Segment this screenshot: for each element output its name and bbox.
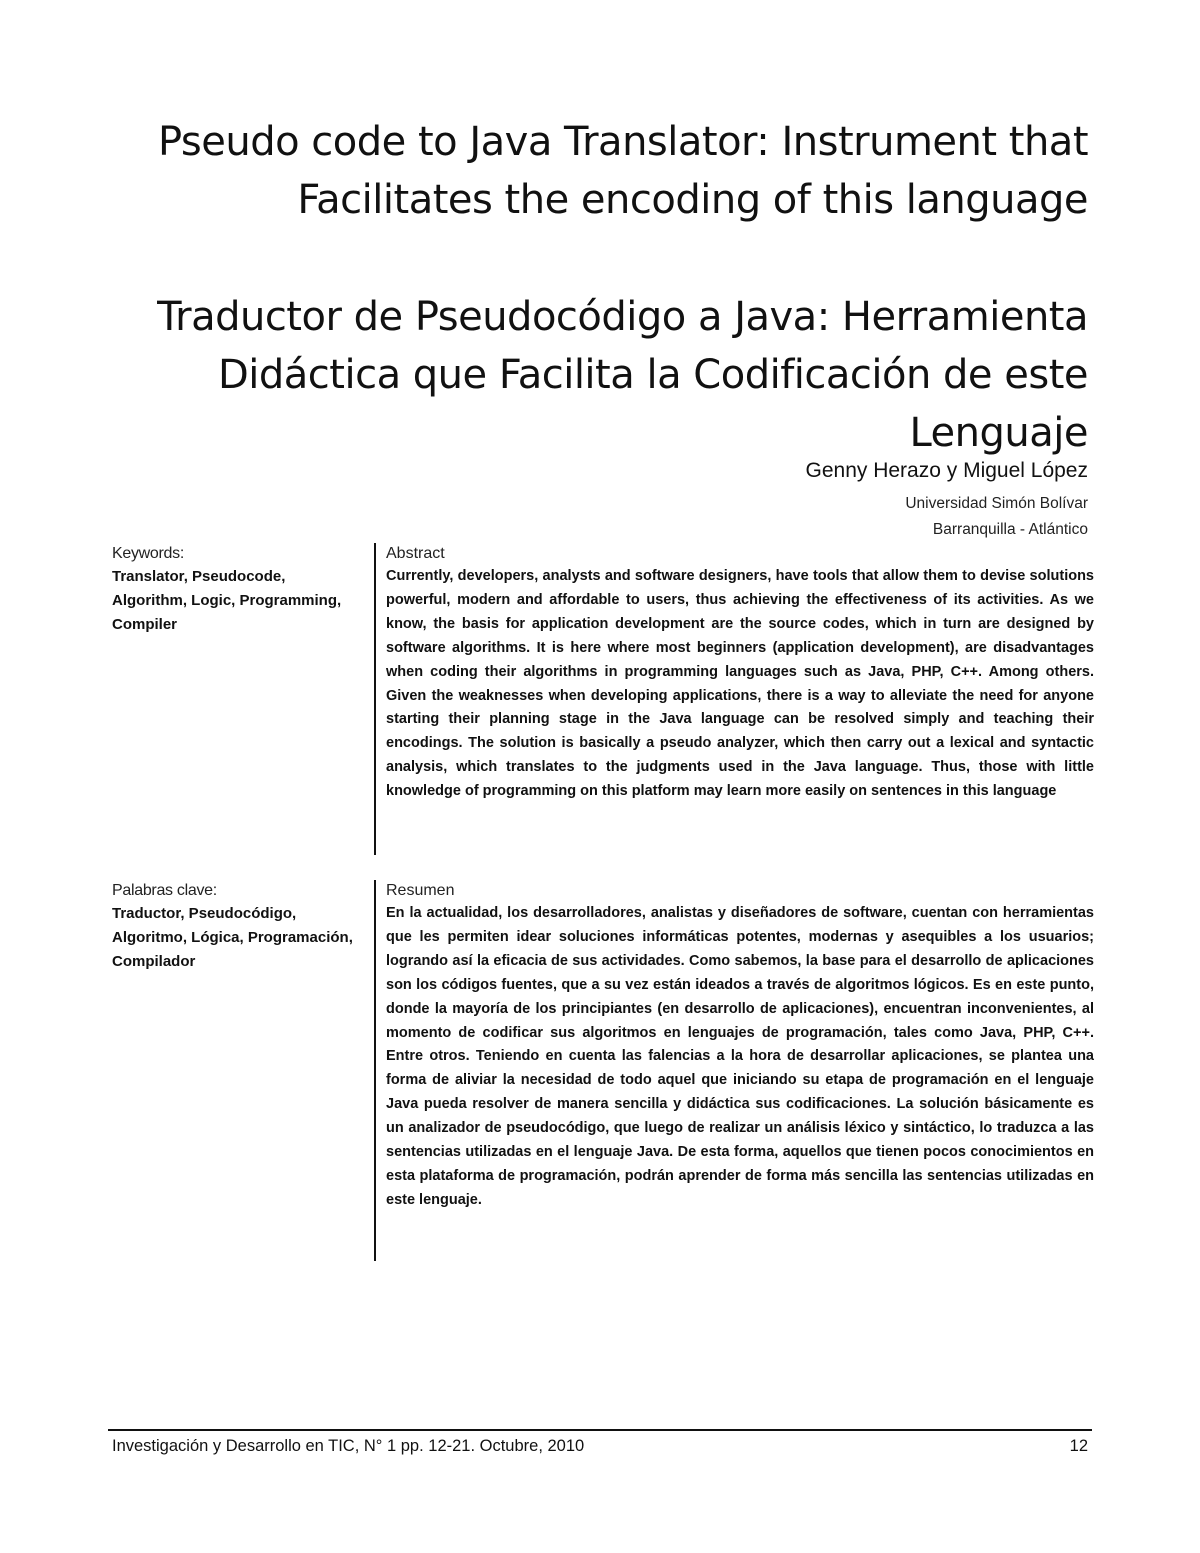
authors: Genny Herazo y Miguel López — [805, 459, 1088, 482]
title-spanish: Traductor de Pseudocódigo a Java: Herramienta Didáctica que Facilita la Codificación de este Lenguaje — [157, 294, 1088, 456]
abstract-section-spanish — [374, 880, 1094, 1261]
resumen-heading: Resumen — [386, 882, 455, 899]
keywords-list: Translator, Pseudocode, Algorithm, Logic, Programming, Compiler — [112, 568, 342, 633]
palabras-clave-list: Traductor, Pseudocódigo, Algoritmo, Lógica, Programación, Compilador — [112, 905, 353, 970]
keywords-section-english — [112, 543, 362, 637]
abstract-heading: Abstract — [386, 545, 445, 562]
keywords-section-spanish — [112, 880, 362, 974]
footer-citation: Investigación y Desarrollo en TIC, N° 1 pp. 12-21. Octubre, 2010 — [112, 1437, 585, 1455]
palabras-clave-label: Palabras clave: — [112, 882, 217, 899]
abstract-section-english — [374, 543, 1094, 855]
affiliation-university: Universidad Simón Bolívar — [905, 495, 1088, 512]
resumen-text: En la actualidad, los desarrolladores, analistas y diseñadores de software, cuentan con herramientas que les permiten idear soluciones informáticas potentes, modernas y asequibles a los usuarios; logrando así la eficacia de sus actividades. Como sabemos, la base para el desarrollo de aplicaciones son los códigos fuentes, que a su vez están ideados a través de algoritmos lógicos. Es en este punto, donde la mayoría de los principiantes (en desarrollo de aplicaciones), encuentran inconvenientes, al momento de codificar sus algoritmos en lenguajes de programación, tales como Java, PHP, C++. Entre otros. Teniendo en cuenta las falencias a la hora de desarrollar aplicaciones, se plantea una forma de aliviar la necesidad de todo aquel que iniciando su etapa de programación en el lenguaje Java pueda resolver de manera sencilla y didáctica sus codificaciones. La solución básicamente es un analizador de pseudocódigo, que luego de realizar un análisis léxico y sintáctico, lo traduzca a las sentencias utilizadas en el lenguaje Java. De esta forma, aquellos que tienen pocos conocimientos en esta plataforma de programación, podrán aprender de forma más sencilla las sentencias utilizadas en este lenguaje. — [386, 905, 1094, 1208]
abstract-text: Currently, developers, analysts and software designers, have tools that allow them to devise solutions powerful, modern and affordable to users, thus achieving the effectiveness of its activities. As we know, the basis for application development are the source codes, which in turn are designed by software algorithms. It is here where most beginners (application development), are disadvantages when coding their algorithms in programming languages such as Java, PHP, C++. Among others. Given the weaknesses when developing applications, there is a way to alleviate the need for anyone starting their planning stage in the Java language can be resolved simply and teaching their encodings. The solution is basically a pseudo analyzer, which then carry out a lexical and syntactic analysis, which translates to the judgments used in the Java language. Thus, those with little knowledge of programming on this platform may learn more easily on sentences in this language — [386, 568, 1094, 800]
keywords-label: Keywords: — [112, 545, 184, 562]
affiliation-location: Barranquilla - Atlántico — [932, 521, 1088, 538]
page-number: 12 — [1069, 1437, 1088, 1455]
footer-divider — [108, 1429, 1092, 1431]
title-english: Pseudo code to Java Translator: Instrument that Facilitates the encoding of this language — [158, 119, 1088, 223]
